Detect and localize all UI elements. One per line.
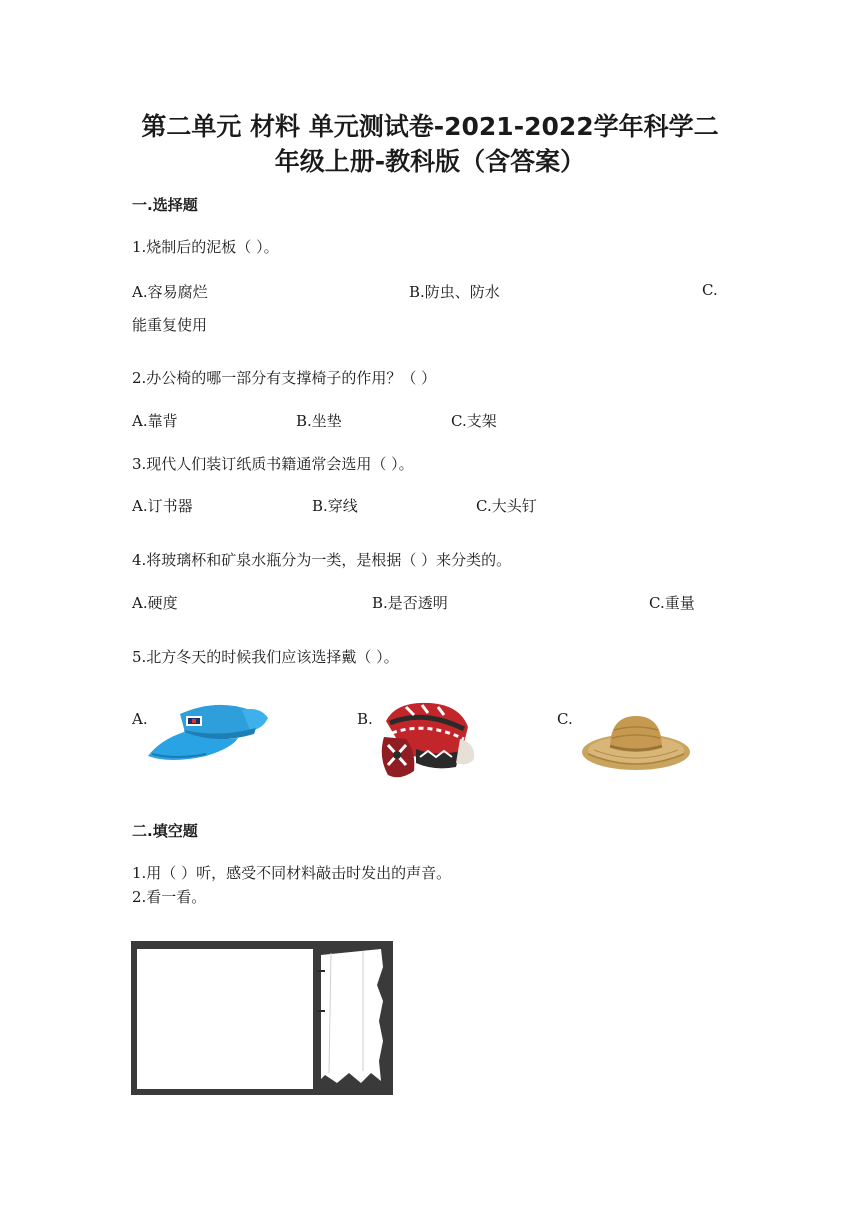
question-4-option-a: A.硬度 <box>132 594 178 612</box>
question-1-option-a: A.容易腐烂 <box>132 283 208 301</box>
question-4-option-c: C.重量 <box>649 594 695 612</box>
question-3-option-c: C.大头钉 <box>476 497 537 515</box>
fill-question-1-stem: 1.用（ ）听，感受不同材料敲击时发出的声音。 <box>132 864 452 882</box>
section-heading-fill-blank: 二.填空题 <box>132 822 198 840</box>
question-5-option-c: C. <box>557 710 573 728</box>
question-4-stem: 4.将玻璃杯和矿泉水瓶分为一类，是根据（ ）来分类的。 <box>132 551 512 569</box>
straw-hat-image <box>580 710 692 776</box>
question-1-option-c-text: 能重复使用 <box>132 316 208 334</box>
knit-winter-hat-image <box>376 699 478 783</box>
question-1-option-b: B.防虫、防水 <box>409 283 500 301</box>
question-1-stem: 1.烧制后的泥板（ ）。 <box>132 238 279 256</box>
fill-question-2-stem: 2.看一看。 <box>132 888 207 906</box>
question-1-option-c: C. <box>702 281 718 299</box>
question-4-option-b: B.是否透明 <box>372 594 448 612</box>
question-5-option-a: A. <box>132 710 148 728</box>
question-5-stem: 5.北方冬天的时候我们应该选择戴（ ）。 <box>132 648 399 666</box>
question-3-option-a: A.订书器 <box>132 497 193 515</box>
question-2-option-c: C.支架 <box>451 412 497 430</box>
page-title-line-1: 第二单元 材料 单元测试卷-2021-2022学年科学二 <box>141 112 719 141</box>
question-2-option-b: B.坐垫 <box>296 412 342 430</box>
blue-visor-cap-image <box>146 700 270 766</box>
question-2-option-a: A.靠背 <box>132 412 178 430</box>
question-5-option-b: B. <box>357 710 373 728</box>
question-3-stem: 3.现代人们装订纸质书籍通常会选用（ ）。 <box>132 455 414 473</box>
section-heading-choice: 一.选择题 <box>132 196 198 214</box>
question-3-option-b: B.穿线 <box>312 497 358 515</box>
paper-comparison-figure <box>131 941 393 1095</box>
page-title-line-2: 年级上册-教科版（含答案） <box>274 147 586 176</box>
question-2-stem: 2.办公椅的哪一部分有支撑椅子的作用？（ ） <box>132 369 437 387</box>
